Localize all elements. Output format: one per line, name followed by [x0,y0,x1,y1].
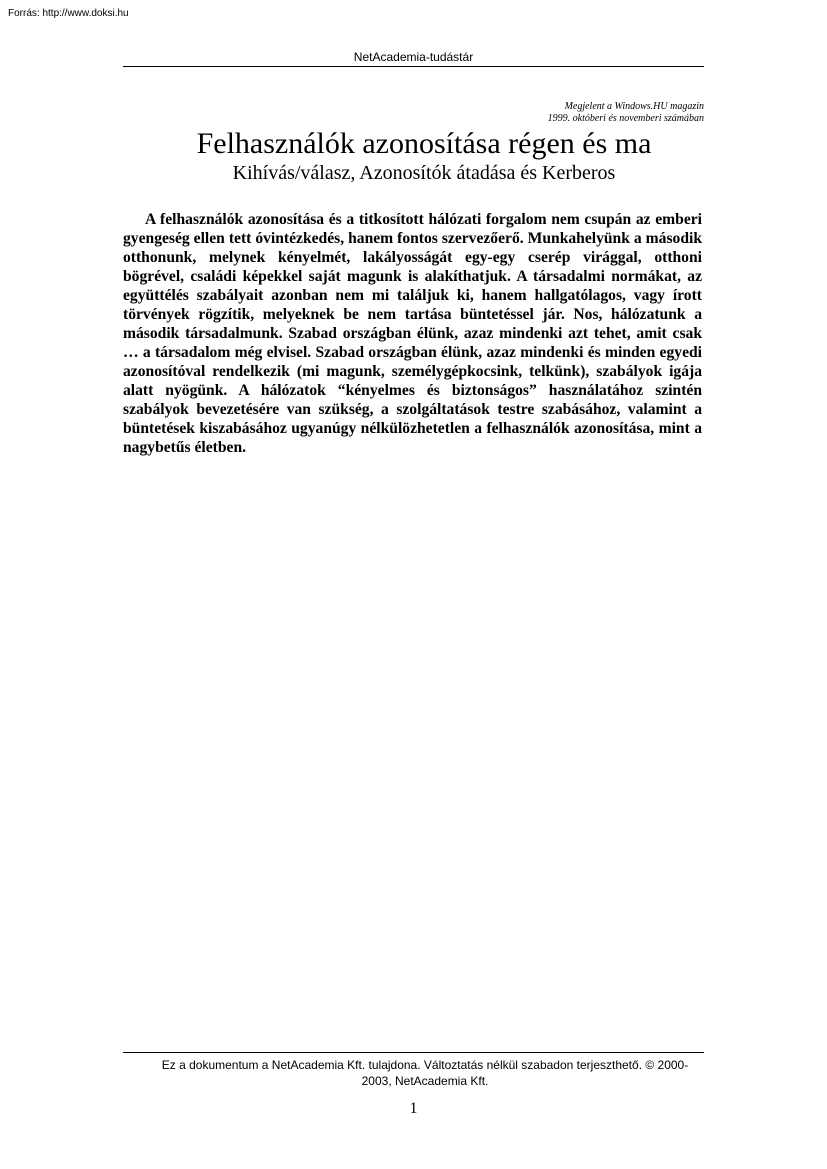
header-divider [123,66,704,67]
publication-note [404,101,704,125]
publication-note-line1: Megjelent a Windows.HU magazin [564,101,704,112]
copyright-footer [140,1057,710,1089]
footer-line1: Ez a dokumentum a NetAcademia Kft. tulajdona. Változtatás nélkül szabadon terjeszthető. © 2000- [161,1058,689,1072]
running-header: NetAcademia-tudástár [353,50,474,64]
footer-line2: 2003, NetAcademia Kft. [361,1074,489,1088]
document-subtitle: Kihívás/válasz, Azonosítók átadása és Kerberos [232,162,616,184]
source-label: Forrás: http://www.doksi.hu [8,8,129,19]
publication-note-line2: 1999. októberi és novemberi számában [547,113,704,124]
document-title: Felhasználók azonosítása régen és ma [196,127,652,160]
page-number: 1 [409,1100,418,1117]
footer-divider [123,1052,704,1053]
body-paragraph: A felhasználók azonosítása és a titkosított hálózati forgalom nem csupán az emberi gyengeség ellen tett óvintézkedés, hanem fontos szervezőerő. Munkahelyünk a második otthonunk, melynek kényelmét, lakályosságát egy-egy cserép virággal, otthoni bögrével, családi képekkel saját magunk is alakíthatjuk. A társadalmi normákat, az együttélés szabályait azonban nem mi találjuk ki, hanem hallgatólagos, vagy írott törvények rögzítik, melyeknek be nem tartása büntetéssel jár. Nos, hálózatunk a második társadalmunk. Szabad országban élünk, azaz mindenki azt tehet, amit csak … a társadalom még elvisel. Szabad országban élünk, azaz mindenki és minden egyedi azonosítóval rendelkezik (mi magunk, személygépkocsink, telkünk), szabályok igája alatt nyögünk. A hálózatok “kényelmes és biztonságos” használatához szintén szabályok bevezetésére van szükség, a szolgáltatások testre szabásához, valamint a büntetések kiszabásához ugyanúgy nélkülözhetetlen a felhasználók azonosítása, mint a nagybetűs életben. [123,211,702,456]
